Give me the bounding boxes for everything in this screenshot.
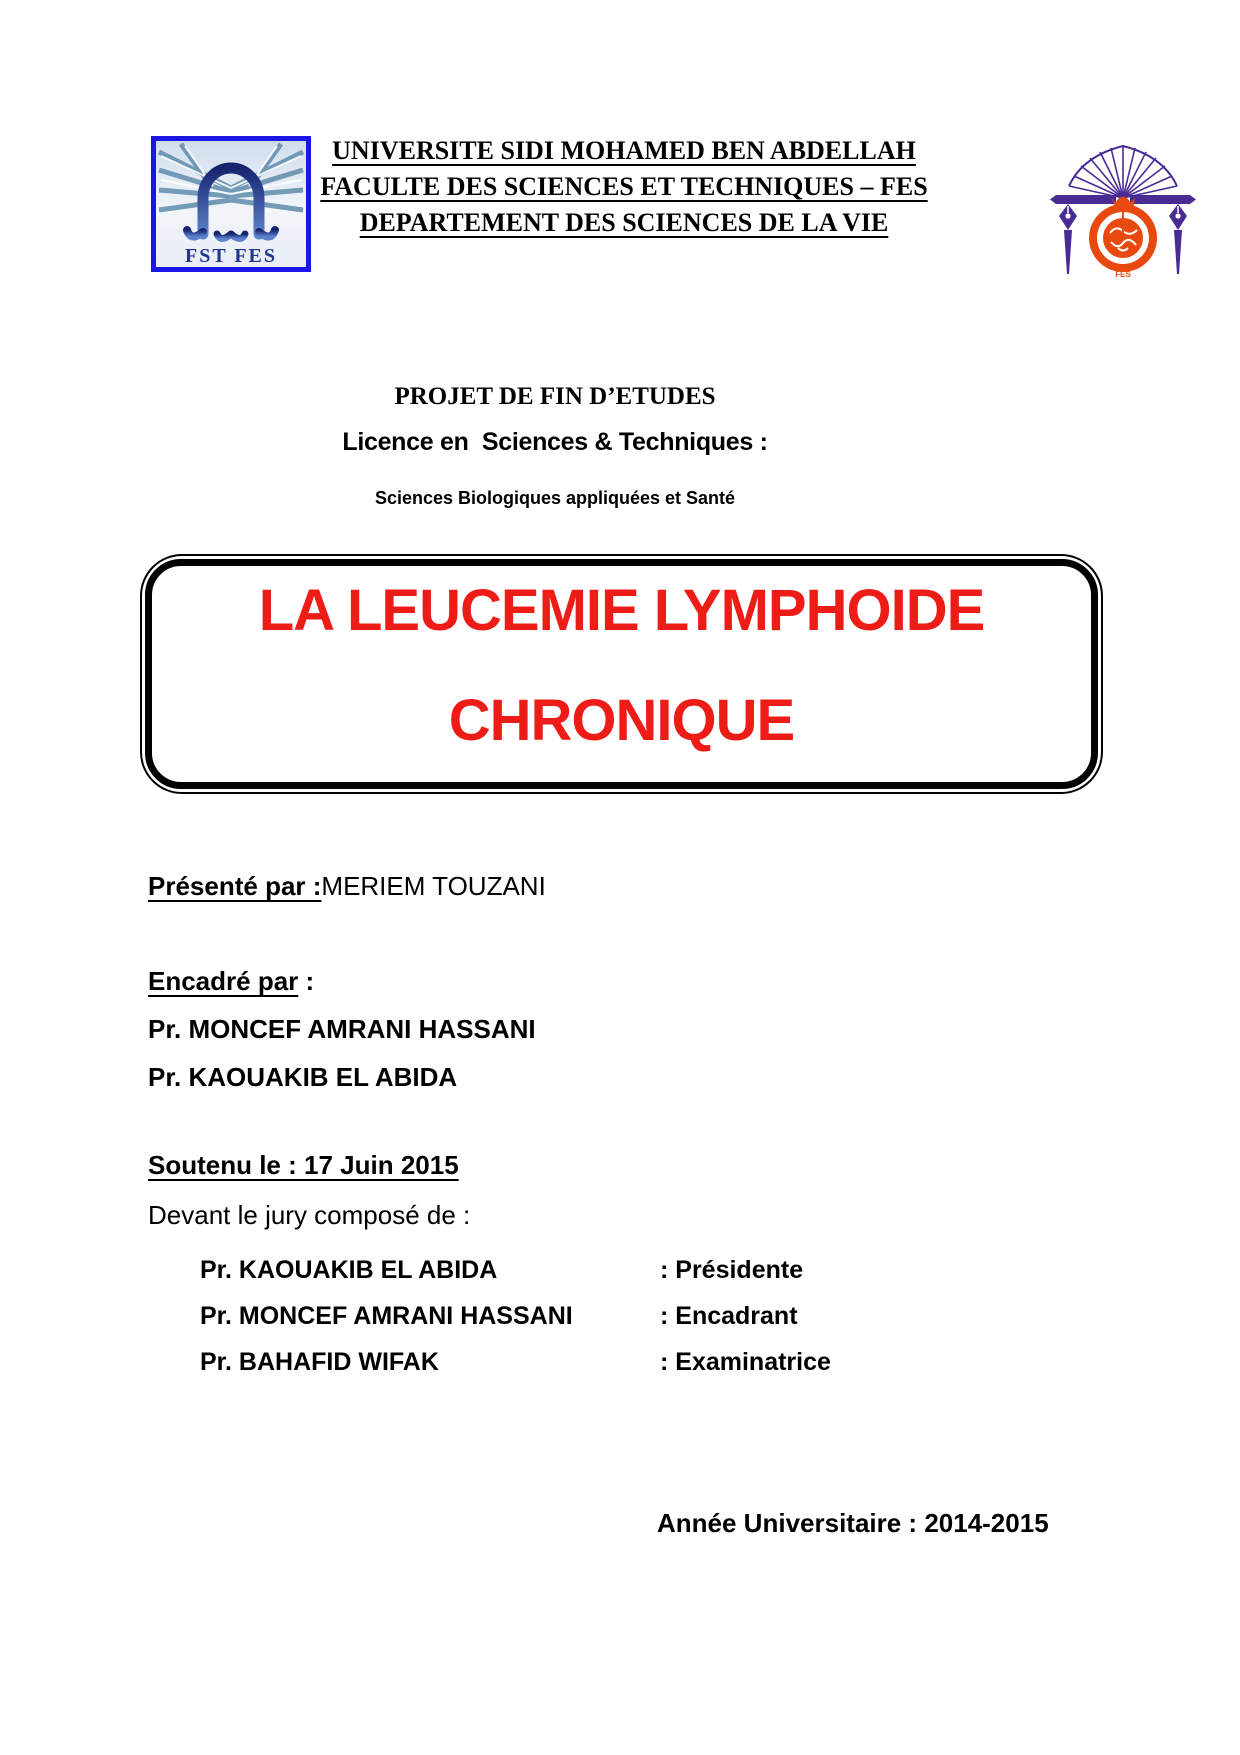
student-name: MERIEM TOUZANI [321, 871, 546, 901]
usmba-logo-icon [1048, 138, 1198, 278]
supervisor-2: Pr. KAOUAKIB EL ABIDA [148, 1062, 458, 1092]
jury-member-role: : Présidente [660, 1256, 804, 1284]
jury-row [148, 1348, 1098, 1394]
jury-row [148, 1302, 1098, 1348]
fst-fes-logo-icon [151, 136, 311, 272]
usmba-logo [1048, 138, 1198, 278]
fst-fes-logo-caption: FST FES [185, 245, 277, 267]
jury-member-role: : Encadrant [660, 1302, 798, 1330]
presented-by-label: Présenté par : [148, 871, 322, 901]
academic-year-line: Année Universitaire : 2014-2015 [657, 1508, 1049, 1538]
degree-heading: Licence en Sciences & Techniques : [342, 428, 768, 456]
jury-member-name: Pr. BAHAFID WIFAK [200, 1348, 439, 1376]
project-heading: PROJET DE FIN D’ETUDES [394, 383, 716, 410]
main-title-line2: CHRONIQUE [448, 688, 795, 753]
main-title-line1: LA LEUCEMIE LYMPHOIDE [258, 578, 985, 643]
fst-fes-logo [151, 136, 311, 272]
main-title-box [140, 554, 1103, 794]
department-name: DEPARTEMENT DES SCIENCES DE LA VIE [359, 208, 889, 237]
supervised-by-colon: : [298, 966, 315, 996]
jury-member-name: Pr. MONCEF AMRANI HASSANI [200, 1302, 573, 1330]
jury-intro-line: Devant le jury composé de : [148, 1200, 471, 1230]
defense-date-label: Soutenu le : 17 Juin 2015 [148, 1150, 459, 1180]
jury-row [148, 1256, 1098, 1302]
jury-member-name: Pr. KAOUAKIB EL ABIDA [200, 1256, 498, 1284]
speciality-heading: Sciences Biologiques appliquées et Santé [374, 488, 736, 508]
presented-by-line [148, 871, 546, 902]
supervised-by-label: Encadré par [148, 966, 299, 996]
jury-member-role: : Examinatrice [660, 1348, 831, 1376]
university-name: UNIVERSITE SIDI MOHAMED BEN ABDELLAH [332, 136, 916, 165]
main-title-box-inner [145, 559, 1098, 789]
faculty-name: FACULTE DES SCIENCES ET TECHNIQUES – FES [320, 172, 928, 201]
defense-date-line [148, 1150, 459, 1181]
supervisor-1: Pr. MONCEF AMRANI HASSANI [148, 1014, 536, 1044]
supervised-by-line [148, 966, 314, 997]
usmba-logo-caption: FES [1115, 270, 1131, 278]
university-header [300, 133, 948, 241]
